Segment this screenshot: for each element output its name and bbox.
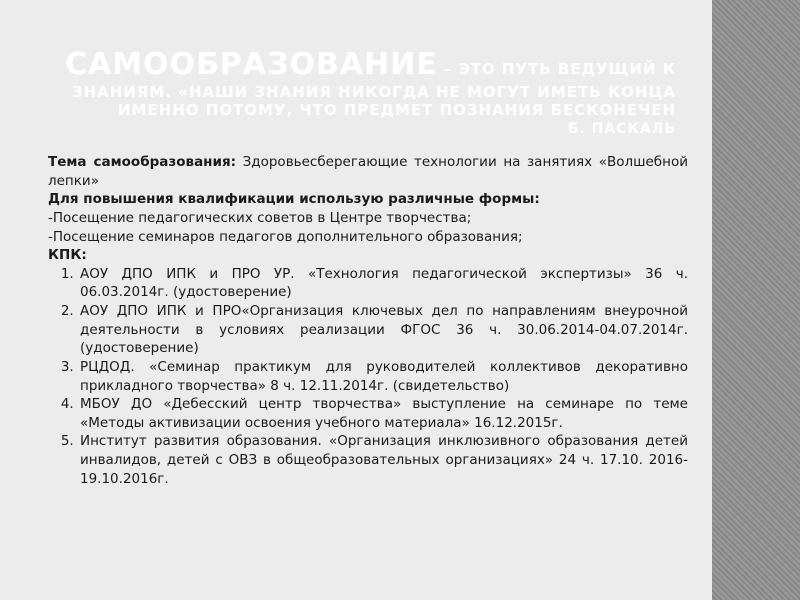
kpk-list-item: 3. РЦДОД. «Семинар практикум для руководителей коллективов декоративно прикладного творчества» 8 ч. 12.11.2014г. (свидетельство) bbox=[78, 358, 688, 395]
forms-item: -Посещение педагогических советов в Центре творчества; bbox=[48, 209, 472, 226]
slide-body bbox=[48, 153, 688, 488]
kpk-list-item: 4. МБОУ ДО «Дебесский центр творчества» выступление на семинаре по теме «Методы активизации освоения учебного материала» 16.12.2015г. bbox=[78, 395, 688, 432]
theme-line bbox=[48, 153, 688, 190]
title-main-word: САМООБРАЗОВАНИЕ bbox=[64, 47, 438, 82]
decorative-side-stripe bbox=[712, 0, 800, 600]
title-author: Б. ПАСКАЛЬ bbox=[567, 121, 676, 138]
theme-label: Тема самообразования: bbox=[48, 154, 237, 170]
kpk-list-item: 1. АОУ ДПО ИПК и ПРО УР. «Технология педагогической экспертизы» 36 ч. 06.03.2014г. (удостоверение) bbox=[78, 265, 688, 302]
kpk-list bbox=[48, 265, 688, 489]
slide-title bbox=[44, 48, 676, 138]
forms-item: -Посещение семинаров педагогов дополнительного образования; bbox=[48, 228, 523, 245]
title-quote: – ЭТО ПУТЬ ВЕДУЩИЙ К ЗНАНИЯМ. «НАШИ ЗНАНИЯ НИКОГДА НЕ МОГУТ ИМЕТЬ КОНЦА ИМЕННО ПОТОМУ, ЧТО ПРЕДМЕТ ПОЗНАНИЯ БЕСКОНЕЧЕН bbox=[71, 60, 676, 119]
kpk-list-item: 5. Институт развития образования. «Организация инклюзивного образования детей инвалидов, детей с ОВЗ в общеобразовательных организациях» 24 ч. 17.10. 2016-19.10.2016г. bbox=[78, 432, 688, 488]
forms-heading: Для повышения квалификации использую различные формы: bbox=[48, 191, 540, 208]
kpk-list-item: 2. АОУ ДПО ИПК и ПРО«Организация ключевых дел по направлениям внеурочной деятельности в условиях реализации ФГОС 36 ч. 30.06.2014-04.07.2014г. (удостоверение) bbox=[78, 302, 688, 358]
kpk-heading: КПК: bbox=[48, 247, 87, 264]
theme-text: Здоровьесберегающие технологии на занятиях «Волшебной лепки» bbox=[48, 154, 688, 189]
